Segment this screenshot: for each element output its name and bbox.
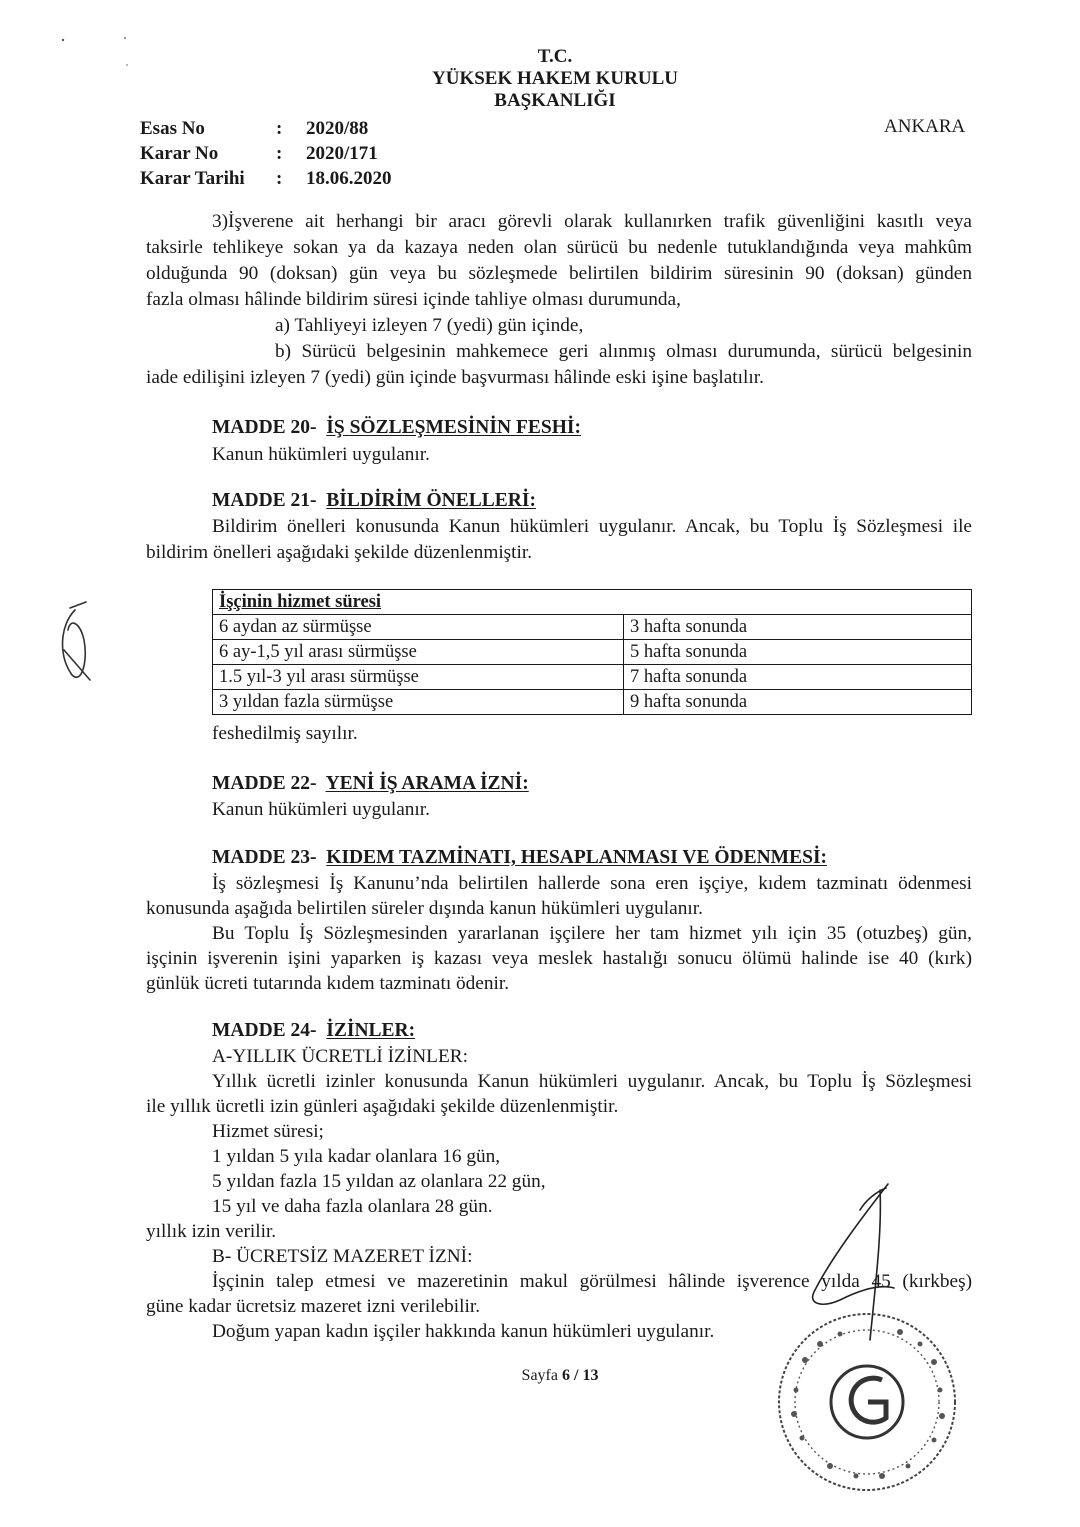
madde-23-line: İş sözleşmesi İş Kanunu’nda belirtilen hallerde sona eren işçiye, kıdem tazminatı ödenmesi [212, 873, 972, 894]
intro-item-a: a) Tahliyeyi izleyen 7 (yedi) gün içinde, [275, 315, 584, 336]
madde-24-heading [212, 1020, 415, 1042]
intro-line: 3)İşverene ait herhangi bir aracı görevli olarak kullanırken trafik güvenliğini kasıtlı veya [212, 211, 972, 232]
meta-tarih-sep: : [276, 168, 283, 189]
page-total: 13 [582, 1367, 599, 1384]
table-row [213, 690, 972, 715]
madde-21-paragraph: Bildirim önelleri konusunda Kanun hükümleri uygulanır. Ancak, bu Toplu İş Sözleşmesi ile [212, 516, 972, 537]
madde-22-number: MADDE 22- [212, 773, 317, 794]
header-department: BAŞKANLIĞI [494, 90, 616, 111]
official-seal-stamp [760, 1310, 975, 1495]
intro-line: olduğunda 90 (doksan) gün veya bu sözleşmede belirtilen bildirim süresinin 90 (doksan) günden [146, 263, 972, 284]
madde-23-title: KIDEM TAZMİNATI, HESAPLANMASI VE ÖDENMESİ: [326, 847, 828, 868]
header-city: ANKARA [884, 116, 966, 137]
madde-24-subheading-b: B- ÜCRETSİZ MAZERET İZNİ: [212, 1246, 473, 1267]
intro-line: taksirle tehlikeye sokan ya da kazaya neden olan sürücü bu nedenle tutuklandığında veya mahkûm [146, 237, 972, 258]
madde-23-line: işçinin işverenin işini yaparken iş kazası veya meslek hastalığı sonucu ölümü halinde ise 40 (kırk) [146, 948, 972, 969]
notice-period-table [212, 589, 972, 715]
madde-24-a-line: ile yıllık ücretli izin günleri aşağıdaki şekilde düzenlenmiştir. [146, 1096, 619, 1117]
madde-20-number: MADDE 20- [212, 417, 317, 438]
header-tc: T.C. [537, 46, 573, 67]
service-period-cell: 6 aydan az sürmüşse [213, 615, 624, 640]
meta-karar-sep: : [276, 143, 283, 164]
madde-24-tier: 1 yıldan 5 yıla kadar olanlara 16 gün, [212, 1146, 501, 1167]
table-row [213, 665, 972, 690]
madde-24-tier: 5 yıldan fazla 15 yıldan az olanlara 22 gün, [212, 1171, 546, 1192]
madde-24-b-line: İşçinin talep etmesi ve mazeretinin makul görülmesi hâlinde işverence yılda 45 (kırkbeş) [212, 1271, 972, 1292]
table-row [213, 640, 972, 665]
madde-24-title: İZİNLER: [326, 1020, 416, 1041]
table-row [213, 615, 972, 640]
meta-karar-value: 2020/171 [306, 143, 378, 164]
margin-handwritten-mark [50, 600, 100, 690]
service-period-cell: 3 yıldan fazla sürmüşse [213, 690, 624, 715]
madde-22-heading [212, 773, 529, 795]
meta-esas-label: Esas No [140, 118, 205, 139]
madde-21-paragraph-cont: bildirim önelleri aşağıdaki şekilde düzenlenmiştir. [146, 542, 533, 563]
scan-specks [55, 30, 145, 80]
service-period-cell: 6 ay-1,5 yıl arası sürmüşse [213, 640, 624, 665]
madde-23-line: günlük ücreti tutarında kıdem tazminatı ödenir. [146, 973, 510, 994]
meta-karar-label: Karar No [140, 143, 219, 164]
notice-period-cell: 7 hafta sonunda [624, 665, 972, 690]
madde-24-number: MADDE 24- [212, 1020, 317, 1041]
madde-23-line: konusunda aşağıda belirtilen süreler dışında kanun hükümleri uygulanır. [146, 898, 703, 919]
service-period-cell: 1.5 yıl-3 yıl arası sürmüşse [213, 665, 624, 690]
madde-24-a-end: yıllık izin verilir. [146, 1221, 277, 1242]
madde-20-heading [212, 417, 581, 439]
madde-21-title: BİLDİRİM ÖNELLERİ: [326, 490, 536, 511]
table-header-cell: İşçinin hizmet süresi [213, 590, 972, 615]
page-current: 6 [561, 1367, 570, 1384]
meta-esas-sep: : [276, 118, 283, 139]
madde-24-b-line: Doğum yapan kadın işçiler hakkında kanun hükümleri uygulanır. [212, 1321, 715, 1342]
meta-tarih-value: 18.06.2020 [306, 168, 392, 189]
table-header-row [213, 590, 972, 615]
madde-23-heading [212, 847, 827, 869]
intro-item-b-cont: iade edilişini izleyen 7 (yedi) gün içinde başvurması hâlinde eski işine başlatılır. [146, 367, 764, 388]
meta-tarih-label: Karar Tarihi [140, 168, 245, 189]
madde-24-tier: 15 yıl ve daha fazla olanlara 28 gün. [212, 1196, 493, 1217]
madde-22-title: YENİ İŞ ARAMA İZNİ: [325, 773, 529, 794]
madde-20-body: Kanun hükümleri uygulanır. [212, 444, 430, 465]
madde-21-number: MADDE 21- [212, 490, 317, 511]
intro-item-b: b) Sürücü belgesinin mahkemece geri alınmış olması durumunda, sürücü belgesinin [275, 341, 972, 362]
madde-24-subheading-a: A-YILLIK ÜCRETLİ İZİNLER: [212, 1046, 468, 1067]
page-separator: / [573, 1367, 579, 1384]
madde-24-hizmet: Hizmet süresi; [212, 1121, 324, 1142]
madde-20-title: İŞ SÖZLEŞMESİNİN FESHİ: [326, 417, 581, 438]
notice-period-cell: 9 hafta sonunda [624, 690, 972, 715]
madde-22-body: Kanun hükümleri uygulanır. [212, 799, 430, 820]
madde-23-line: Bu Toplu İş Sözleşmesinden yararlanan işçilere her tam hizmet yılı için 35 (otuzbeş) gün, [212, 923, 972, 944]
meta-esas-value: 2020/88 [306, 118, 369, 139]
madde-21-after-table: feshedilmiş sayılır. [212, 723, 358, 744]
intro-line: fazla olması hâlinde bildirim süresi içinde tahliye olması durumunda, [146, 289, 681, 310]
madde-24-a-line: Yıllık ücretli izinler konusunda Kanun hükümleri uygulanır. Ancak, bu Toplu İş Sözleşmesi [212, 1071, 972, 1092]
madde-21-heading [212, 490, 536, 512]
madde-23-number: MADDE 23- [212, 847, 317, 868]
header-institution: YÜKSEK HAKEM KURULU [432, 68, 678, 89]
page-label: Sayfa [521, 1367, 558, 1384]
notice-period-cell: 3 hafta sonunda [624, 615, 972, 640]
notice-period-cell: 5 hafta sonunda [624, 640, 972, 665]
madde-24-b-line: güne kadar ücretsiz mazeret izni verilebilir. [146, 1296, 481, 1317]
